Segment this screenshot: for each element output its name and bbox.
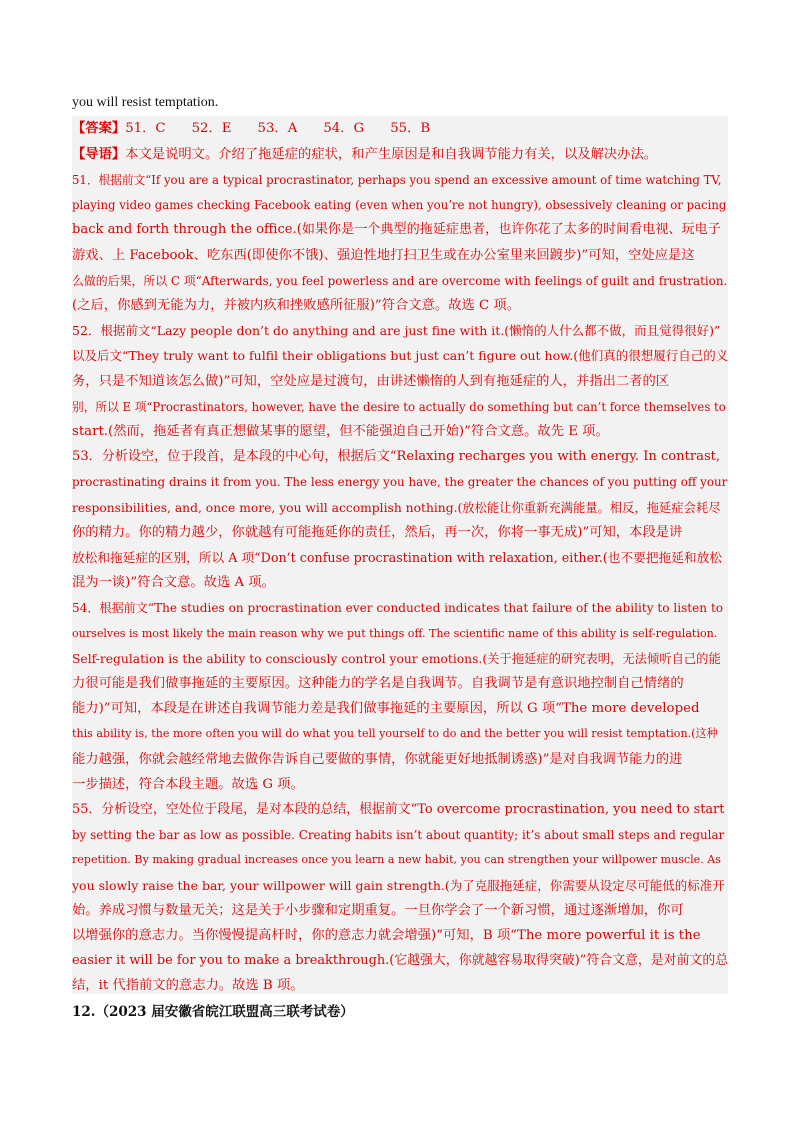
explanation-line: 务，只是不知道该怎么做)”可知，空处应是过渡句，由讲述懒惰的人到有拖延症的人，并指出二者的区 [72, 373, 670, 389]
answer-item: 53．A [257, 121, 298, 136]
explanation-line: back and forth through the office.(如果你是一个典型的拖延症患者，也许你花了太多的时间看电视、玩电子 [72, 222, 721, 238]
explanation-line: 结，it 代指前文的意志力。故选 B 项。 [72, 978, 304, 994]
explanation-line: 以及后文“They truly want to fulfil their obligations but just can’t figure out how.(他们真的很想履行自己的义 [72, 348, 729, 364]
explanation-line: you slowly raise the bar, your willpower will gain strength.(为了克服拖延症，你需要从设定尽可能低的标准开 [72, 877, 725, 893]
answer-item: 51．C [125, 121, 166, 136]
explanation-line: 能力越强，你就会越经常地去做你告诉自己要做的事情，你就能更好地抵制诱惑)”是对自我调节能力的进 [72, 751, 683, 767]
explanation-line: 53．分析设空，位于段首，是本段的中心句，根据后文“Relaxing recharges you with energy. In contrast, [72, 449, 721, 465]
explanation-line: 55．分析设空，空处位于段尾，是对本段的总结，根据前文“To overcome procrastination, you need to start [72, 802, 725, 817]
answer-list [125, 121, 456, 136]
explanation-line: ourselves is most likely the main reason why we put things off. The scientific name of this ability is self-regulation. [72, 626, 718, 640]
explanation-line: 以增强你的意志力。当你慢慢提高杆时，你的意志力就会增强)”可知，B 项“The more powerful it is the [72, 928, 701, 943]
answer-item: 52．E [191, 121, 232, 136]
explanation-line: 54．根据前文“The studies on procrastination ever conducted indicates that failure of the ability to listen to [72, 601, 724, 616]
guide-line [72, 145, 728, 165]
explanation-line: by setting the bar as low as possible. Creating habits isn’t about quantity; it’s about small steps and regular [72, 828, 725, 843]
explanation-line: repetition. By making gradual increases once you learn a new habit, you can strengthen your willpower muscle. As [72, 853, 722, 867]
explanation-line: 放松和拖延症的区别，所以 A 项“Don’t confuse procrastination with relaxation, either.(也不要把拖延和放松 [72, 550, 722, 565]
next-question-heading: 12.（2023 届安徽省皖江联盟高三联考试卷） [72, 1004, 354, 1020]
explanation-line: procrastinating drains it from you. The less energy you have, the greater the chances of you putting off your [72, 475, 728, 490]
preceding-sentence: you will resist temptation. [72, 95, 219, 110]
explanation-line: responsibilities, and, once more, you will accomplish nothing.(放松能让你重新充满能量。相反，拖延症会耗尽 [72, 500, 721, 515]
explanation-line: 你的精力。你的精力越少，你就越有可能拖延你的责任，然后，再一次，你将一事无成)”可知，本段是讲 [72, 524, 683, 540]
answer-item: 54．G [323, 121, 365, 136]
explanation-line: 游戏、上 Facebook、吃东西(即使你不饿)、强迫性地打扫卫生或在办公室里来回踱步)”可知，空处应是这 [72, 247, 695, 263]
guide-text: 本文是说明文。介绍了拖延症的症状，和产生原因是和自我调节能力有关，以及解决办法。 [125, 147, 658, 162]
explanation-line: easier it will be for you to make a breakthrough.(它越强大，你就越容易取得突破)”符合文意，是对前文的总 [72, 953, 729, 969]
explanation-line: this ability is, the more often you will do what you tell yourself to do and the better you will resist temptation.(这种 [72, 727, 718, 741]
explanation-line: playing video games checking Facebook eating (even when you’re not hungry), obsessively cleaning or pacing [72, 198, 727, 213]
explanation-line: 始。养成习惯与数量无关；这是关于小步骤和定期重复。一旦你学会了一个新习惯，通过逐渐增加，你可 [72, 902, 684, 918]
answer-label: 【答案】 [72, 121, 126, 136]
explanation-line: 一步描述，符合本段主题。故选 G 项。 [72, 776, 304, 792]
explanation-line: 能力)”可知，本段是在讲述自我调节能力差是我们做事拖延的主要原因，所以 G 项“The more developed [72, 701, 700, 717]
answer-item: 55．B [390, 121, 431, 136]
explanation-line: 别，所以 E 项“Procrastinators, however, have the desire to actually do something but can’t force themselves to [72, 399, 726, 414]
explanation-line: (之后，你感到无能为力，并被内疚和挫败感所征服)”符合文意。故选 C 项。 [72, 298, 521, 313]
explanation-line: 52．根据前文“Lazy people don’t do anything and are just fine with it.(懒惰的人什么都不做，而且觉得很好)” [72, 323, 721, 339]
guide-label: 【导语】 [72, 147, 126, 162]
explanation-line: 51．根据前文“If you are a typical procrastinator, perhaps you spend an excessive amount of time watching TV, [72, 173, 722, 187]
explanation-line: 力很可能是我们做事拖延的主要原因。这种能力的学名是自我调节。自我调节是有意识地控制自己情绪的 [72, 676, 684, 691]
explanation-line: Self-regulation is the ability to consciously control your emotions.(关于拖延症的研究表明，无法倾听自己的能 [72, 651, 721, 666]
explanation-line: start.(然而，拖延者有真正想做某事的愿望，但不能强迫自己开始)”符合文意。故先 E 项。 [72, 424, 609, 439]
answer-line [72, 119, 728, 139]
explanation-line: 么做的后果，所以 C 项“Afterwards, you feel powerless and are overcome with feelings of guilt and frustration. [72, 273, 728, 288]
explanation-line: 混为一谈)”符合文意。故选 A 项。 [72, 575, 275, 591]
